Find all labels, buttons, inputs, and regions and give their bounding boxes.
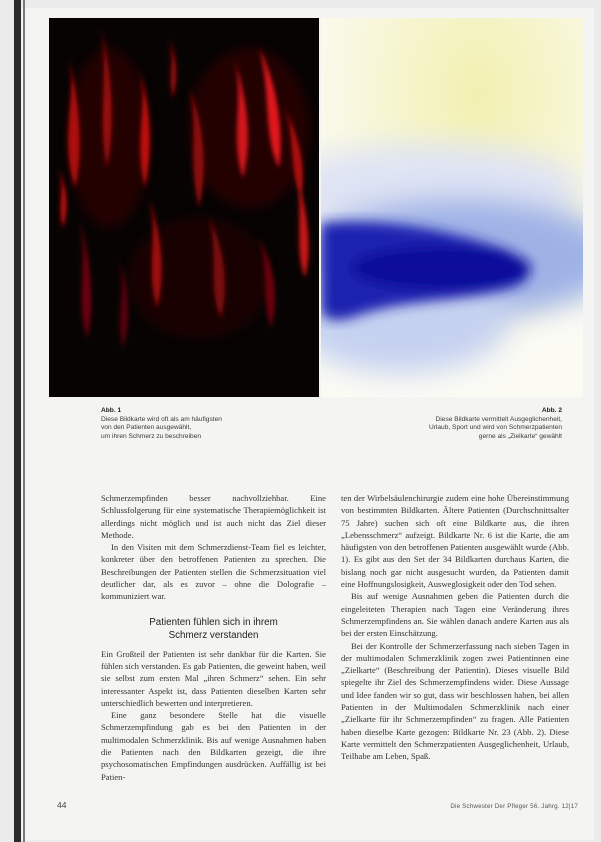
body-paragraph: ten der Wirbelsäulenchirurgie zudem eine hohe Übereinstimmung von bestimmten Bildkarten. Ältere Patienten (Durchschnittsalter 75 Jahre) suchen sich oft eine Bildkarte aus, die ihren „Lebensschmerz“ aufzeigt. Bildkarte Nr. 6 ist die Karte, die am häufigsten von den betroffenen Patienten ausgewählt wurde (Abb. 1). Es gibt aus den Set der 34 Bildkarten durchaus Karten, die bislang noch gar nicht ausgesucht wurden, da Patienten damit eine Hoffnungslosigkeit, Ausweglosigkeit oder den Tod sehen. [341, 493, 569, 590]
body-paragraph: Schmerzempfinden besser nachvollziehbar. Eine Schlussfolgerung für eine systematische Therapiemöglichkeit ist allerdings nicht möglich und ist auch nicht das Ziel dieser Methode. [101, 493, 326, 540]
journal-footer: Die Schwester Der Pfleger 56. Jahrg. 12|17 [450, 803, 578, 810]
figure-2-caption [384, 407, 562, 441]
body-paragraph: Bei der Kontrolle der Schmerzerfassung nach sieben Tagen in der multimodalen Schmerzklinik zogen zwei Patientinnen eine „Zielkarte“ (Beschreibung der Patientin). Dieses visuelle Bild spiegelte ihr Ziel des Schmerzempfindens wider. Diese Aussage und Idee fanden wir so gut, dass wir beschlossen haben, bei allen Patienten in der Multimodalen Schmerzklinik nach einer „Zielkarte für ihr Schmerzempfinden“ zu fragen. Alle Patienten haben dieselbe Karte gezogen: Bildkarte Nr. 23 (Abb. 2). Diese Karte vermittelt den Schmerzpatienten Ausgeglichenheit, Urlaub, Teilhabe am Leben, Spaß. [341, 640, 569, 762]
caption-line: gerne als „Zielkarte“ gewählt [478, 432, 562, 440]
flame-painting [49, 18, 319, 397]
figure-1-label: Abb. 1 [101, 407, 122, 414]
heading-line: Patienten fühlen sich in ihrem [149, 616, 278, 628]
binding-shadow [23, 0, 25, 842]
figure-1-image [49, 18, 319, 397]
figure-2-label: Abb. 2 [541, 407, 562, 414]
body-paragraph: Eine ganz besondere Stelle hat die visuelle Schmerzempfindung gab es bei den Patienten in der multimodalen Schmerzklinik. Bis auf wenige Ausnahmen haben die Patienten nach den Bildkarten gezeigt, die ihre psychosomatischen Empfindungen ausdrücken. Auffällig ist bei Patien- [101, 710, 326, 782]
right-text-column [341, 492, 569, 763]
left-text-column [101, 492, 326, 783]
figure-1-caption [101, 407, 301, 441]
caption-line: Diese Bildkarte vermittelt Ausgeglichenheit, [435, 415, 562, 423]
section-heading [101, 616, 326, 642]
caption-line: von den Patienten ausgewählt, [101, 424, 192, 432]
page-number: 44 [57, 800, 67, 810]
body-paragraph: Ein Großteil der Patienten ist sehr dankbar für die Karten. Sie fühlen sich verstanden. Es gab Patienten, die geweint haben, weil sie selbst zum ersten Mal „ihren Schmerz“ sehen. Ein sehr interessanter Aspekt ist, dass Patienten dieselben Karten sehr unterschiedlich bewerten und interpretieren. [101, 648, 326, 708]
figure-2-image [321, 18, 583, 397]
body-paragraph: Bis auf wenige Ausnahmen geben die Patienten durch die eingeleiteten Therapien nach Tagen eine Veränderung ihres Schmerzempfindens an. Sie wählen danach andere Karten aus als bei der ersten Einschätzung. [341, 591, 569, 639]
heading-line: Schmerz verstanden [168, 629, 259, 641]
blue-wave-painting [321, 18, 583, 397]
caption-line: Diese Bildkarte wird oft als am häufigsten [101, 415, 222, 423]
caption-line: um ihren Schmerz zu beschreiben [101, 432, 202, 440]
binding-edge [14, 0, 21, 842]
body-paragraph: In den Visiten mit dem Schmerzdienst-Team fiel es leichter, konkreter über den betroffenen Patienten zu sprechen. Die Beschreibungen der Patienten stellen die Schmerzsituation viel deutlicher dar, als es zuvor – ohne die Dolografie – kommuniziert war. [101, 542, 326, 602]
caption-line: Urlaub, Sport und wird von Schmerzpatienten [428, 424, 562, 432]
